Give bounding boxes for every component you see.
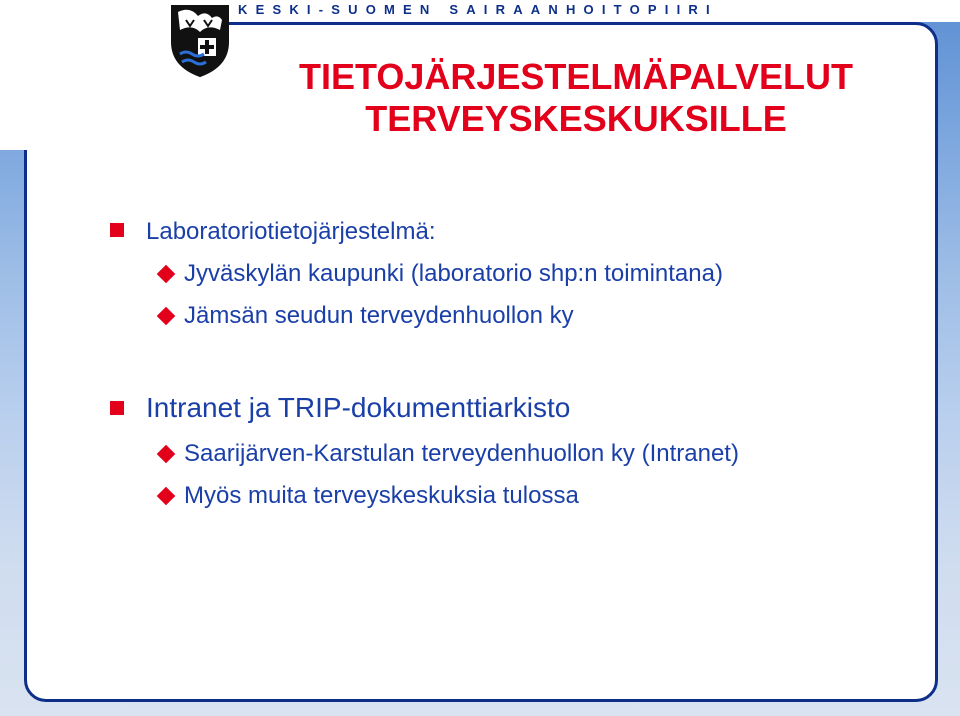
title-line-2: TERVEYSKESKUKSILLE [365, 98, 787, 139]
bullet-intranet-trip [110, 392, 570, 424]
sub-bullet-jamsa [158, 302, 574, 330]
diamond-bullet-icon [157, 487, 176, 506]
header-corner [0, 0, 180, 150]
diamond-bullet-icon [157, 307, 176, 326]
sub-bullet-jyvaskyla [158, 260, 723, 288]
bullet-text: Intranet ja TRIP-dokumenttiarkisto [146, 392, 571, 423]
diamond-bullet-icon [157, 265, 176, 284]
sub-bullet-text: Jämsän seudun terveydenhuollon ky [184, 302, 574, 329]
sub-bullet-saarijarvi [158, 440, 739, 468]
diamond-bullet-icon [157, 445, 176, 464]
square-bullet-icon [110, 401, 124, 415]
sub-bullet-others [158, 482, 579, 510]
bullet-laboratory-system [110, 218, 436, 246]
sub-bullet-text: Myös muita terveyskeskuksia tulossa [184, 482, 579, 509]
sub-bullet-text: Saarijärven-Karstulan terveydenhuollon ky (Intranet) [184, 440, 739, 467]
bullet-text: Laboratoriotietojärjestelmä: [146, 218, 436, 245]
sub-bullet-text: Jyväskylän kaupunki (laboratorio shp:n toimintana) [184, 260, 723, 287]
slide-title [216, 56, 936, 140]
title-line-1: TIETOJÄRJESTELMÄPALVELUT [298, 56, 854, 97]
square-bullet-icon [110, 223, 124, 237]
organization-name: KESKI-SUOMEN SAIRAANHOITOPIIRI [238, 2, 718, 17]
